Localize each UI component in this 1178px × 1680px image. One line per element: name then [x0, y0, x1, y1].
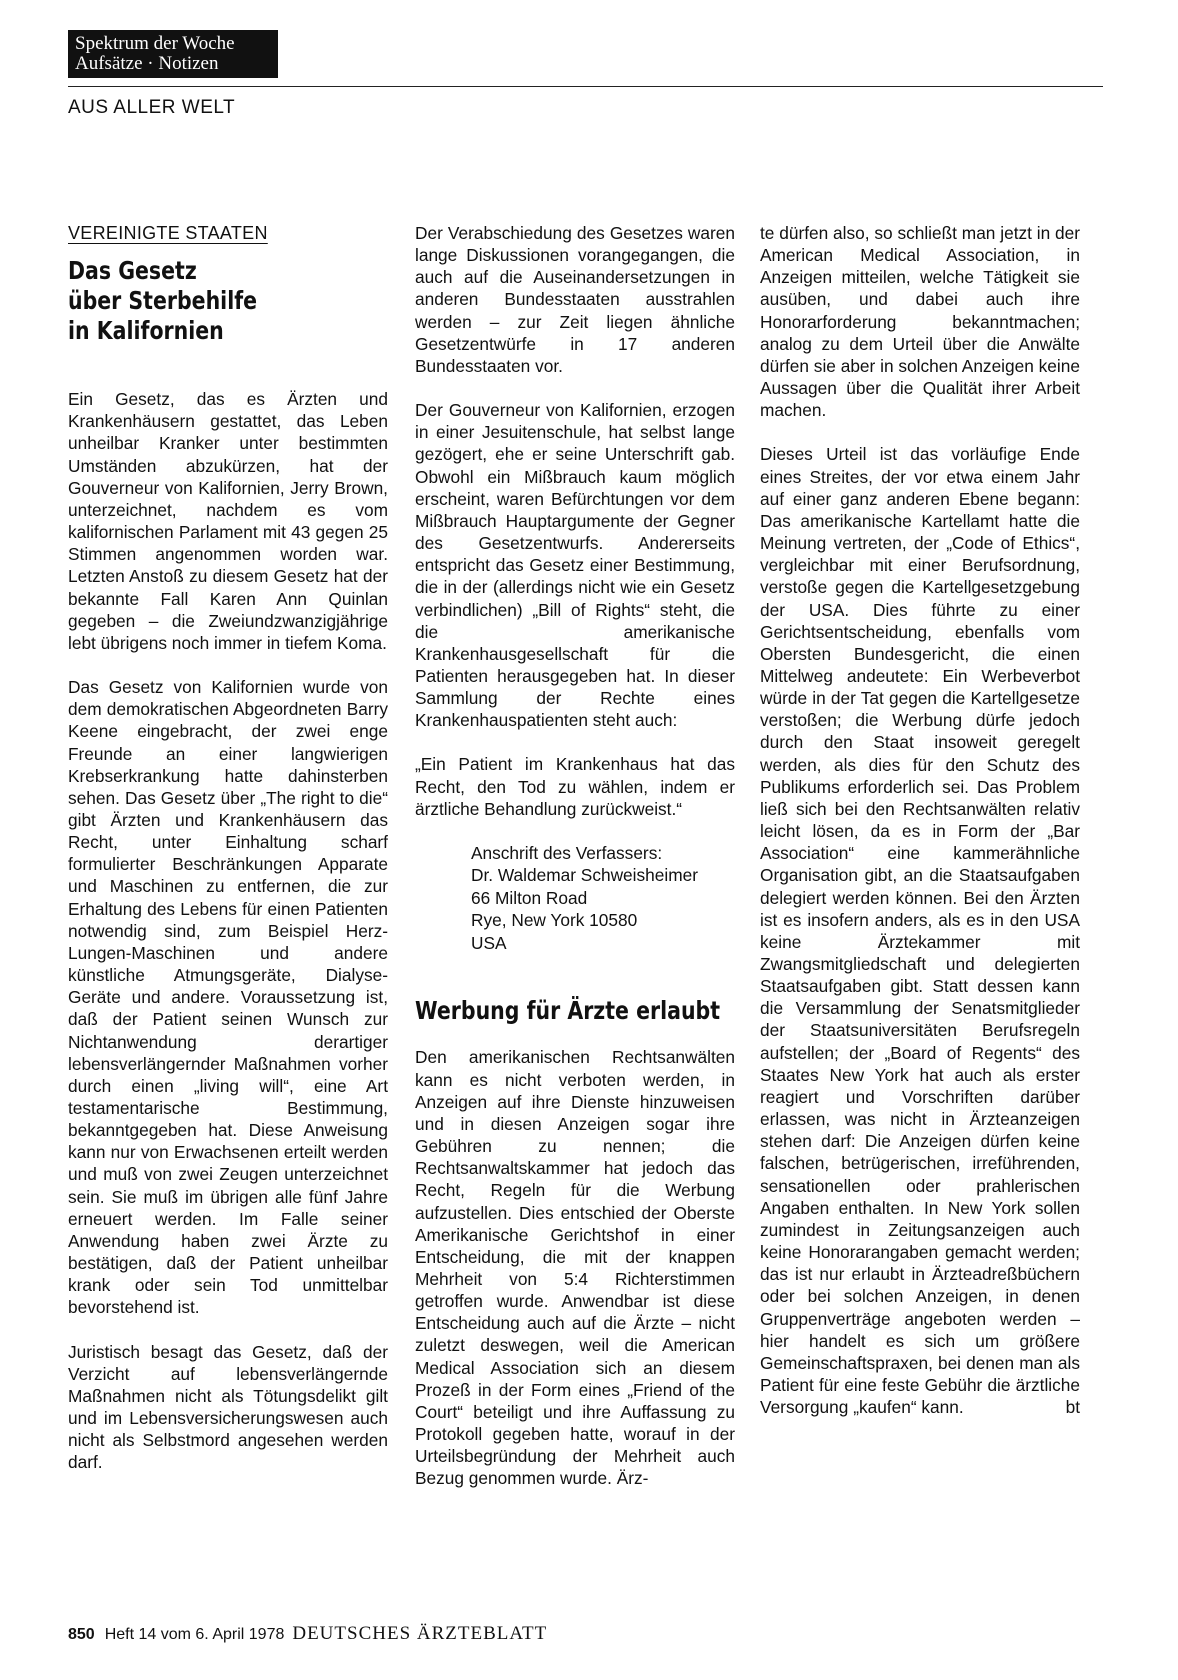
address-line: USA — [471, 932, 507, 953]
issue-info: Heft 14 vom 6. April 1978 — [104, 1626, 285, 1643]
paragraph-text: Dieses Urteil ist das vorläufige Ende eines Streites, der vor etwa einem Jahr auf einer ganz anderen Ebene begann: Das amerikanische Kartellamt hatte die Meinung vertreten, der „Code of Ethics“, vergleichbar mit einer Berufsordnung, verstoße gegen die Kartellgesetzgebung der USA. Dies führte zu einer Gerichtsentscheidung, ebenfalls vom Obersten Bundesgericht, die einen Mittelweg andeutete: Ein Werbeverbot würde in der Tat gegen die Kartellgesetze verstoßen; die Werbung dürfe jedoch durch den Staat insoweit geregelt werden, als dies für den Schutz des Publikums erforderlich sei. Das Problem ließ sich bei den Rechtsanwälten relativ leicht lösen, da es in Form der „Bar Association“ eine kammerähnliche Organisation gibt, an die Staatsaufgaben delegiert werden können. Bei den Ärzten ist es insofern anders, als es in den USA keine Ärztekammer mit Zwangsmitgliedschaft und delegierten Staatsaufgaben gibt. Statt dessen kann die Versammlung der Senatsmitglieder der Staatsuniversitäten Berufsregeln aufstellen; der „Board of Regents“ des Staates New York hat auch als erster reagiert und Vorschriften darüber erlassen, was nicht in Ärzteanzeigen stehen darf: Die Anzeigen dürfen keine falschen, betrügerischen, irreführenden, sensationellen oder prahlerischen Angaben enthalten. In New York sollen zumindest in Zeitungsanzeigen auch keine Honorarangaben gemacht werden; das ist nur erlaubt in Ärzteadreßbüchern oder bei solchen Anzeigen, in denen Gruppenverträge angeboten werden – hier handelt es sich um größere Gemeinschaftspraxen, bei denen man als Patient für eine feste Gebühr die ärztliche Versorgung „kaufen“ kann. — [760, 444, 1080, 1418]
paragraph: Ein Gesetz, das es Ärzten und Krankenhäusern gestattet, das Leben unheilbar Kranker unter bestimmten Umständen abzukürzen, hat der Gouverneur von Kalifornien, Jerry Brown, unterzeichnet, nachdem es vom kalifornischen Parlament mit 43 gegen 25 Stimmen angenommen worden war. Letzten Anstoß zu diesem Gesetz hat der bekannte Fall Karen Ann Quinlan gegeben – die Zweiundzwanzigjährige lebt übrigens noch immer in tiefem Koma. — [68, 389, 388, 653]
address-line: 66 Milton Road — [471, 887, 588, 908]
article-title — [68, 256, 330, 346]
address-line: Rye, New York 10580 — [471, 910, 638, 931]
quote: „Ein Patient im Krankenhaus hat das Recht, den Tod zu wählen, indem er ärztliche Behandlung zurückweist.“ — [415, 754, 735, 819]
paragraph: Der Verabschiedung des Gesetzes waren lange Diskussionen vorangegangen, die auch auf die Auseinandersetzungen in anderen Bundesstaaten ausstrahlen werden – zur Zeit liegen ähnliche Gesetzentwürfe in 17 anderen Bundesstaaten vor. — [415, 223, 735, 376]
author-signature: bt — [1065, 1397, 1080, 1418]
page-footer — [68, 1623, 547, 1645]
address-line: Dr. Waldemar Schweisheimer — [471, 865, 698, 886]
section-badge — [68, 30, 278, 78]
paragraph: te dürfen also, so schließt man jetzt in der American Medical Association, in Anzeigen mitteilen, welche Tätigkeit sie ausüben, und dabei auch ihre Honorarforderung bekanntmachen; analog zu dem Urteil über die Anwälte dürfen sie aber in solchen Anzeigen keine Aussagen über die Qualität ihrer Arbeit machen. — [760, 223, 1080, 421]
header-rule — [68, 86, 1103, 87]
paragraph: Der Gouverneur von Kalifornien, erzogen in einer Jesuitenschule, hat selbst lange gezögert, ehe er seine Unterschrift gab. Obwohl ein Mißbrauch kaum möglich erscheint, waren Befürchtungen vor dem Mißbrauch Hauptargumente der Gegner des Gesetzentwurfs. Andererseits entspricht das Gesetz einer Bestimmung, die in der (allerdings nicht wie ein Gesetz verbindlichen) „Bill of Rights“ steht, die die amerikanische Krankenhausgesellschaft für die Patienten herausgegeben hat. In dieser Sammlung der Rechte eines Krankenhauspatienten steht auch: — [415, 400, 735, 731]
column-1 — [68, 222, 388, 1474]
magazine-name: DEUTSCHES ÄRZTEBLATT — [292, 1623, 548, 1644]
column-3 — [760, 222, 1080, 1418]
article-title-2: Werbung für Ärzte erlaubt — [415, 996, 721, 1026]
address-line: Anschrift des Verfassers: — [471, 842, 663, 863]
title-line-3: in Kalifornien — [68, 316, 224, 346]
paragraph: Den amerikanischen Rechtsanwälten kann es nicht verboten werden, in Anzeigen auf ihre Dienste hinzuweisen und in diesen Anzeigen sogar ihre Gebühren zu nennen; die Rechtsanwaltskammer hat jedoch das Recht, Regeln für die Werbung aufzustellen. Dies entschied der Oberste Amerikanische Gerichtshof in einer Entscheidung, die mit der knappen Mehrheit von 5:4 Richterstimmen getroffen wurde. Anwendbar ist diese Entscheidung auch auf die Ärzte – nicht zuletzt deswegen, weil die American Medical Association sich an diesem Prozeß in der Form eines „Friend of the Court“ beteiligt und ihre Auffassung zu Protokoll gegeben hatte, worauf in der Urteilsbegründung der Mehrheit auch Bezug genommen wurde. Ärz- — [415, 1047, 735, 1489]
title-line-2: über Sterbehilfe — [68, 286, 258, 316]
page-number: 850 — [68, 1626, 95, 1643]
paragraph: Das Gesetz von Kalifornien wurde von dem demokratischen Abgeordneten Barry Keene eingebracht, der zwei enge Freunde an einer langwierigen Krebserkrankung hatte dahinsterben sehen. Das Gesetz über „The right to die“ gibt Ärzten und Krankenhäusern das Recht, unter Einhaltung scharf formulierter Beschränkungen Apparate und Maschinen zu entfernen, die zur Erhaltung des Lebens für einen Patienten notwendig sind, zum Beispiel Herz-Lungen-Maschinen und andere künstliche Atmungsgeräte, Dialyse-Geräte und andere. Voraussetzung ist, daß der Patient seinen Wunsch zur Nichtanwendung derartiger lebensverlängernder Maßnahmen vorher durch einen „living will“, eine Art testamentarische Bestimmung, bekanntgegeben hat. Diese Anweisung kann nur von Erwachsenen erteilt werden und muß von zwei Zeugen unterzeichnet sein. Sie muß im übrigen alle fünf Jahre erneuert werden. Im Falle seiner Anwendung haben zwei Ärzte zu bestätigen, daß der Patient unheilbar krank oder sein Tod unmittelbar bevorstehend ist. — [68, 677, 388, 1318]
article-kicker: VEREINIGTE STAATEN — [68, 223, 268, 243]
badge-line-2: Aufsätze · Notizen — [75, 53, 219, 74]
author-address — [415, 842, 735, 955]
paragraph: Juristisch besagt das Gesetz, daß der Verzicht auf lebensverlängernde Maßnahmen nicht als Tötungsdelikt gilt und im Lebensversicherungswesen auch nicht als Selbstmord angesehen werden darf. — [68, 1341, 388, 1473]
section-title: AUS ALLER WELT — [68, 97, 236, 118]
column-2 — [415, 222, 735, 1490]
paragraph — [760, 443, 1080, 1418]
title-line-1: Das Gesetz — [68, 256, 197, 286]
badge-line-1: Spektrum der Woche — [75, 33, 235, 54]
